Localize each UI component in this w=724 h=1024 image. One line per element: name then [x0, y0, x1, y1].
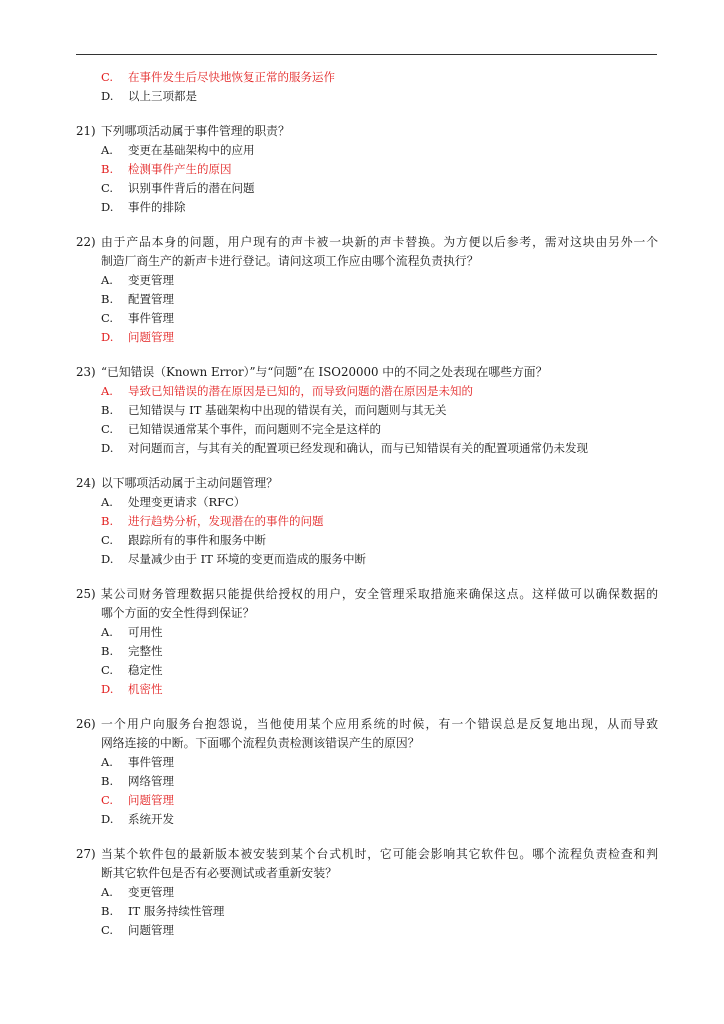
- option-letter: A.: [101, 384, 113, 398]
- option-letter: B.: [101, 904, 114, 918]
- option-letter: A.: [101, 625, 113, 639]
- option-c: [76, 661, 658, 680]
- option-c: [76, 921, 658, 940]
- option-letter: C.: [101, 70, 114, 84]
- option-letter: D.: [101, 441, 114, 455]
- option-text: 进行趋势分析，发现潜在的事件的问题: [128, 514, 324, 528]
- question-text-line-2: 网络连接的中断。下面哪个流程负责检测该错误产生的原因？: [101, 736, 420, 750]
- option-text: 导致已知错误的潜在原因是已知的，而导致问题的潜在原因是未知的: [128, 384, 473, 398]
- option-text: 已知错误与 IT 基础架构中出现的错误有关，而问题则与其无关: [128, 403, 447, 417]
- option-text: 变更管理: [128, 885, 174, 899]
- option-letter: D.: [101, 812, 114, 826]
- question-number: 26): [76, 717, 96, 731]
- option-b: [76, 401, 658, 420]
- option-letter: C.: [101, 422, 114, 436]
- option-d: [76, 810, 658, 829]
- option-c: [76, 420, 658, 439]
- question-number: 25): [76, 587, 96, 601]
- option-text: 对问题而言，与其有关的配置项已经发现和确认，而与已知错误有关的配置项通常仍未发现: [128, 441, 588, 455]
- option-letter: C.: [101, 181, 114, 195]
- option-b: [76, 772, 658, 791]
- option-text: 完整性: [128, 644, 163, 658]
- option-letter: A.: [101, 273, 113, 287]
- question-27: [76, 845, 658, 940]
- option-c: [76, 309, 658, 328]
- option-text: 检测事件产生的原因: [128, 162, 232, 176]
- option-letter: B.: [101, 292, 114, 306]
- question-24: [76, 474, 658, 569]
- question-26: [76, 715, 658, 829]
- option-text: 配置管理: [128, 292, 174, 306]
- option-letter: B.: [101, 774, 114, 788]
- option-letter: C.: [101, 663, 114, 677]
- question-text: “已知错误（Known Error）”与“问题”在 ISO20000 中的不同之处表现在哪些方面？: [101, 365, 548, 379]
- question-22: [76, 233, 658, 347]
- question-text: 下列哪项活动属于事件管理的职责？: [101, 124, 290, 138]
- option-text: 系统开发: [128, 812, 174, 826]
- option-a: [76, 623, 658, 642]
- question-stem: [76, 474, 658, 493]
- question-text-line-1: 当某个软件包的最新版本被安装到某个台式机时，它可能会影响其它软件包。哪个流程负责检查和判: [101, 847, 658, 861]
- question-number: 27): [76, 847, 96, 861]
- option-letter: C.: [101, 311, 114, 325]
- option-b: [76, 290, 658, 309]
- question-text-line-1: 某公司财务管理数据只能提供给授权的用户，安全管理采取措施来确保这点。这样做可以确保数据的: [101, 587, 658, 601]
- option-a: [76, 141, 658, 160]
- option-c: [76, 179, 658, 198]
- question-text-line-1: 由于产品本身的问题，用户现有的声卡被一块新的声卡替换。为方便以后参考，需对这块由另外一个: [101, 235, 658, 249]
- option-text: 以上三项都是: [128, 89, 197, 103]
- option-b: [76, 902, 658, 921]
- option-text: 稳定性: [128, 663, 163, 677]
- question-stem: [76, 845, 658, 883]
- option-b-correct: [76, 512, 658, 531]
- option-letter: B.: [101, 162, 114, 176]
- option-text: 网络管理: [128, 774, 174, 788]
- question-stem: [76, 363, 658, 382]
- option-a: [76, 753, 658, 772]
- option-c-correct: [76, 791, 658, 810]
- question-text-line-2: 哪个方面的安全性得到保证？: [101, 606, 255, 620]
- option-letter: C.: [101, 533, 114, 547]
- carryover-options: [76, 68, 658, 106]
- option-letter: B.: [101, 644, 114, 658]
- option-d: [76, 198, 658, 217]
- option-text: 问题管理: [128, 793, 174, 807]
- option-text: 在事件发生后尽快地恢复正常的服务运作: [128, 70, 335, 84]
- option-letter: A.: [101, 143, 113, 157]
- option-d: [76, 550, 658, 569]
- question-text-line-1: 一个用户向服务台抱怨说，当他使用某个应用系统的时候，有一个错误总是反复地出现，从而导致: [101, 717, 658, 731]
- option-letter: B.: [101, 514, 114, 528]
- option-c-correct: [76, 68, 658, 87]
- option-text: 变更在基础架构中的应用: [128, 143, 255, 157]
- header-rule: [76, 54, 657, 55]
- option-text: 尽量减少由于 IT 环境的变更而造成的服务中断: [128, 552, 367, 566]
- option-letter: A.: [101, 885, 113, 899]
- question-document: [76, 68, 658, 940]
- option-a: [76, 271, 658, 290]
- option-text: 跟踪所有的事件和服务中断: [128, 533, 266, 547]
- option-letter: A.: [101, 495, 113, 509]
- option-letter: D.: [101, 552, 114, 566]
- option-text: 已知错误通常某个事件，而问题则不完全是这样的: [128, 422, 381, 436]
- option-b-correct: [76, 160, 658, 179]
- question-stem: [76, 715, 658, 753]
- question-number: 24): [76, 476, 96, 490]
- option-text: 问题管理: [128, 330, 174, 344]
- option-a: [76, 493, 658, 512]
- option-text: 识别事件背后的潜在问题: [128, 181, 255, 195]
- option-d: [76, 87, 658, 106]
- option-letter: C.: [101, 793, 114, 807]
- option-letter: D.: [101, 200, 114, 214]
- option-text: 事件管理: [128, 311, 174, 325]
- question-text: 以下哪项活动属于主动问题管理？: [101, 476, 278, 490]
- option-text: 变更管理: [128, 273, 174, 287]
- question-text-line-2: 断其它软件包是否有必要测试或者重新安装？: [101, 866, 337, 880]
- question-number: 23): [76, 365, 96, 379]
- option-letter: B.: [101, 403, 114, 417]
- question-stem: [76, 233, 658, 271]
- option-letter: D.: [101, 330, 114, 344]
- option-text: 事件管理: [128, 755, 174, 769]
- question-21: [76, 122, 658, 217]
- option-b: [76, 642, 658, 661]
- option-d-correct: [76, 680, 658, 699]
- question-text-line-2: 制造厂商生产的新声卡进行登记。请问这项工作应由哪个流程负责执行？: [101, 254, 479, 268]
- question-number: 22): [76, 235, 96, 249]
- option-text: 可用性: [128, 625, 163, 639]
- option-d: [76, 439, 658, 458]
- question-stem: [76, 122, 658, 141]
- option-letter: C.: [101, 923, 114, 937]
- question-stem: [76, 585, 658, 623]
- option-text: 处理变更请求（RFC）: [128, 495, 246, 509]
- question-23: [76, 363, 658, 458]
- option-a-correct: [76, 382, 658, 401]
- option-letter: D.: [101, 682, 114, 696]
- option-d-correct: [76, 328, 658, 347]
- option-text: 事件的排除: [128, 200, 186, 214]
- option-c: [76, 531, 658, 550]
- option-letter: A.: [101, 755, 113, 769]
- option-a: [76, 883, 658, 902]
- question-25: [76, 585, 658, 699]
- option-text: 机密性: [128, 682, 163, 696]
- option-letter: D.: [101, 89, 114, 103]
- option-text: 问题管理: [128, 923, 174, 937]
- option-text: IT 服务持续性管理: [128, 904, 225, 918]
- question-number: 21): [76, 124, 96, 138]
